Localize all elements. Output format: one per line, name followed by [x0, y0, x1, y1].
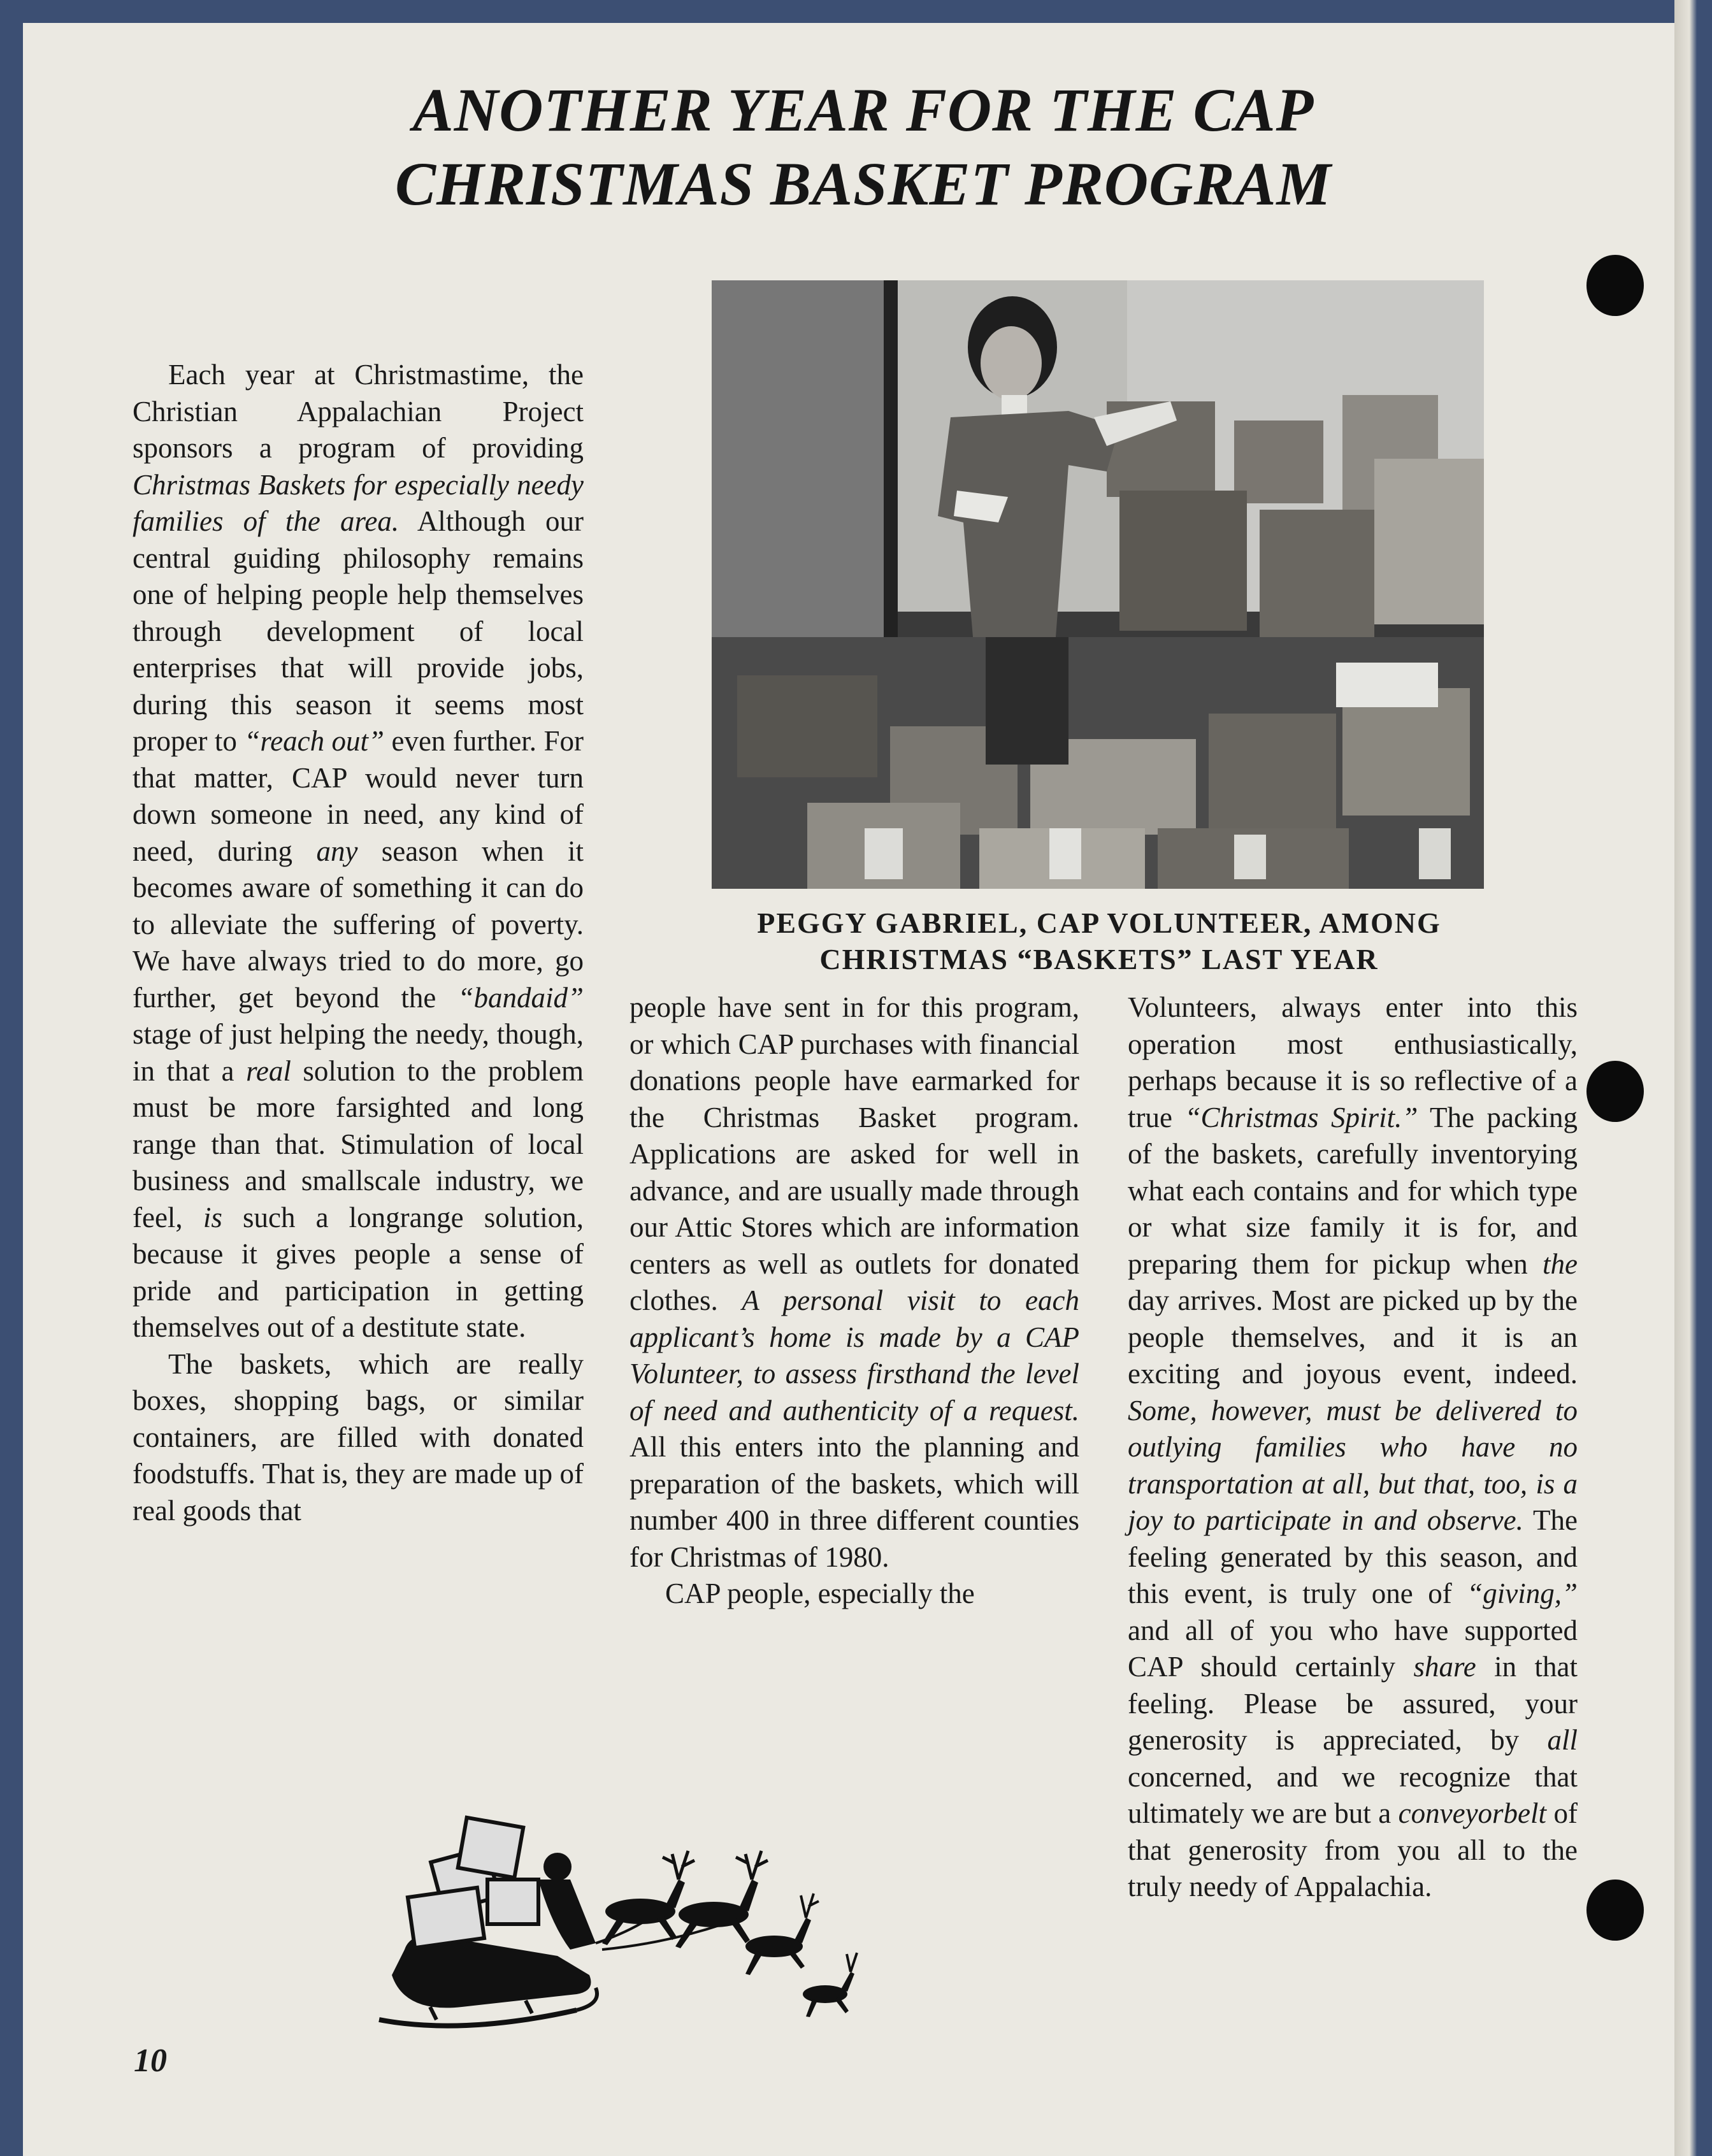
column-1: [133, 357, 584, 1529]
photo-illustration: [712, 280, 1484, 889]
emphasis-run: real: [246, 1054, 291, 1087]
column-3: [1128, 989, 1578, 1906]
emphasis-run: share: [1413, 1651, 1476, 1683]
text-run: such a longrange solution, because it gives people a sense of pride and participation in getting themselves out of a destitute state.: [133, 1201, 584, 1343]
emphasis-run: Christmas Baskets for especially needy families of the area.: [133, 468, 584, 537]
emphasis-run: A personal visit to each applicant’s home is made by a CAP Volunteer, to assess firsthand the level of need and authenticity of a request.: [629, 1284, 1080, 1427]
text-run: Each year at Christmastime, the Christian Appalachian Project sponsors a program of providing: [133, 359, 584, 464]
text-run: in that feeling. Please be assured, your generosity is appreciated, by: [1128, 1651, 1578, 1756]
text-run: people have sent in for this program, or which CAP purchases with financial donations people have earmarked for the Christmas Basket program. Applications are asked for well in advance, and are usually made through our Attic Stores which are information centers as well as outlets for donated clothes.: [629, 991, 1079, 1316]
text-run: stage of just helping the needy, though, in that a: [133, 1018, 584, 1087]
emphasis-run: conveyorbelt: [1398, 1797, 1547, 1829]
emphasis-run: “reach out”: [244, 725, 385, 757]
text-run: solution to the problem must be more farsighted and long range than that. Stimulation of local business and smallscale industry, we feel,: [133, 1054, 584, 1233]
title-line-2: CHRISTMAS BASKET PROGRAM: [395, 150, 1332, 218]
text-run: All this enters into the planning and preparation of the baskets, which will number 400 in three different counties for Christmas of 1980.: [629, 1431, 1079, 1573]
photo-volunteer-among-baskets: [712, 280, 1484, 889]
emphasis-run: “Christmas Spirit.”: [1184, 1101, 1418, 1133]
text-run: even further. For that matter, CAP would never turn down someone in need, any kind of need, during: [133, 725, 584, 867]
emphasis-run: Some, however, must be delivered to outlying families who have no transportation at all, but that, too, is a joy to participate in and observe.: [1128, 1394, 1578, 1536]
text-run: season when it becomes aware of something it can do to alleviate the suffering of poverty. We have always tried to do more, go further, get beyond the: [133, 835, 584, 1014]
binder-hole-bottom: [1586, 1879, 1644, 1941]
col2-paragraph-2: CAP people, especially the: [665, 1577, 975, 1609]
photo-caption: [669, 905, 1529, 977]
text-run: Although our central guiding philosophy remains one of helping people help themselves through development of local enterprises that will provide jobs, during this season it seems most proper to: [133, 505, 584, 757]
text-run: The packing of the baskets, carefully inventorying what each contains and for which type or what size family it is for, and preparing them for pickup when: [1128, 1101, 1578, 1280]
title-line-1: ANOTHER YEAR FOR THE CAP: [412, 76, 1314, 144]
emphasis-run: “giving,”: [1467, 1577, 1578, 1609]
col3-paragraph-1: [1128, 989, 1578, 1906]
text-run: concerned, and we recognize that ultimately we are but a: [1128, 1760, 1578, 1829]
emphasis-run: all: [1547, 1724, 1578, 1756]
binder-hole-top: [1586, 255, 1644, 316]
emphasis-run: is: [203, 1201, 222, 1233]
emphasis-run: any: [316, 835, 358, 867]
col1-paragraph-1: [133, 357, 584, 1346]
col2-paragraph-1: [629, 989, 1079, 1576]
caption-line-1: PEGGY GABRIEL, CAP VOLUNTEER, AMONG: [757, 907, 1441, 939]
page-edge: [1674, 0, 1712, 2156]
text-run: and all of you who have supported CAP should certainly: [1128, 1614, 1578, 1683]
emphasis-run: “bandaid”: [457, 981, 584, 1014]
text-run: Volunteers, always enter into this operation most enthusiastically, perhaps because it is so reflective of a true: [1128, 991, 1578, 1133]
article-title: [306, 73, 1421, 221]
text-run: of that generosity from you all to the truly needy of Appalachia.: [1128, 1797, 1578, 1902]
text-run: The feeling generated by this season, and this event, is truly one of: [1128, 1504, 1578, 1609]
caption-line-2: CHRISTMAS “BASKETS” LAST YEAR: [819, 943, 1379, 975]
column-2: [629, 989, 1079, 1613]
santa-sleigh-reindeer-illustration: [366, 1784, 889, 2039]
binder-hole-middle: [1586, 1061, 1644, 1122]
text-run: day arrives. Most are picked up by the people themselves, and it is an exciting and joyous event, indeed.: [1128, 1284, 1578, 1390]
emphasis-run: the: [1543, 1247, 1578, 1280]
col1-paragraph-2: The baskets, which are really boxes, shopping bags, or similar containers, are filled with donated foodstuffs. That is, they are made up of real goods that: [133, 1348, 584, 1527]
page-number: 10: [134, 2043, 167, 2079]
